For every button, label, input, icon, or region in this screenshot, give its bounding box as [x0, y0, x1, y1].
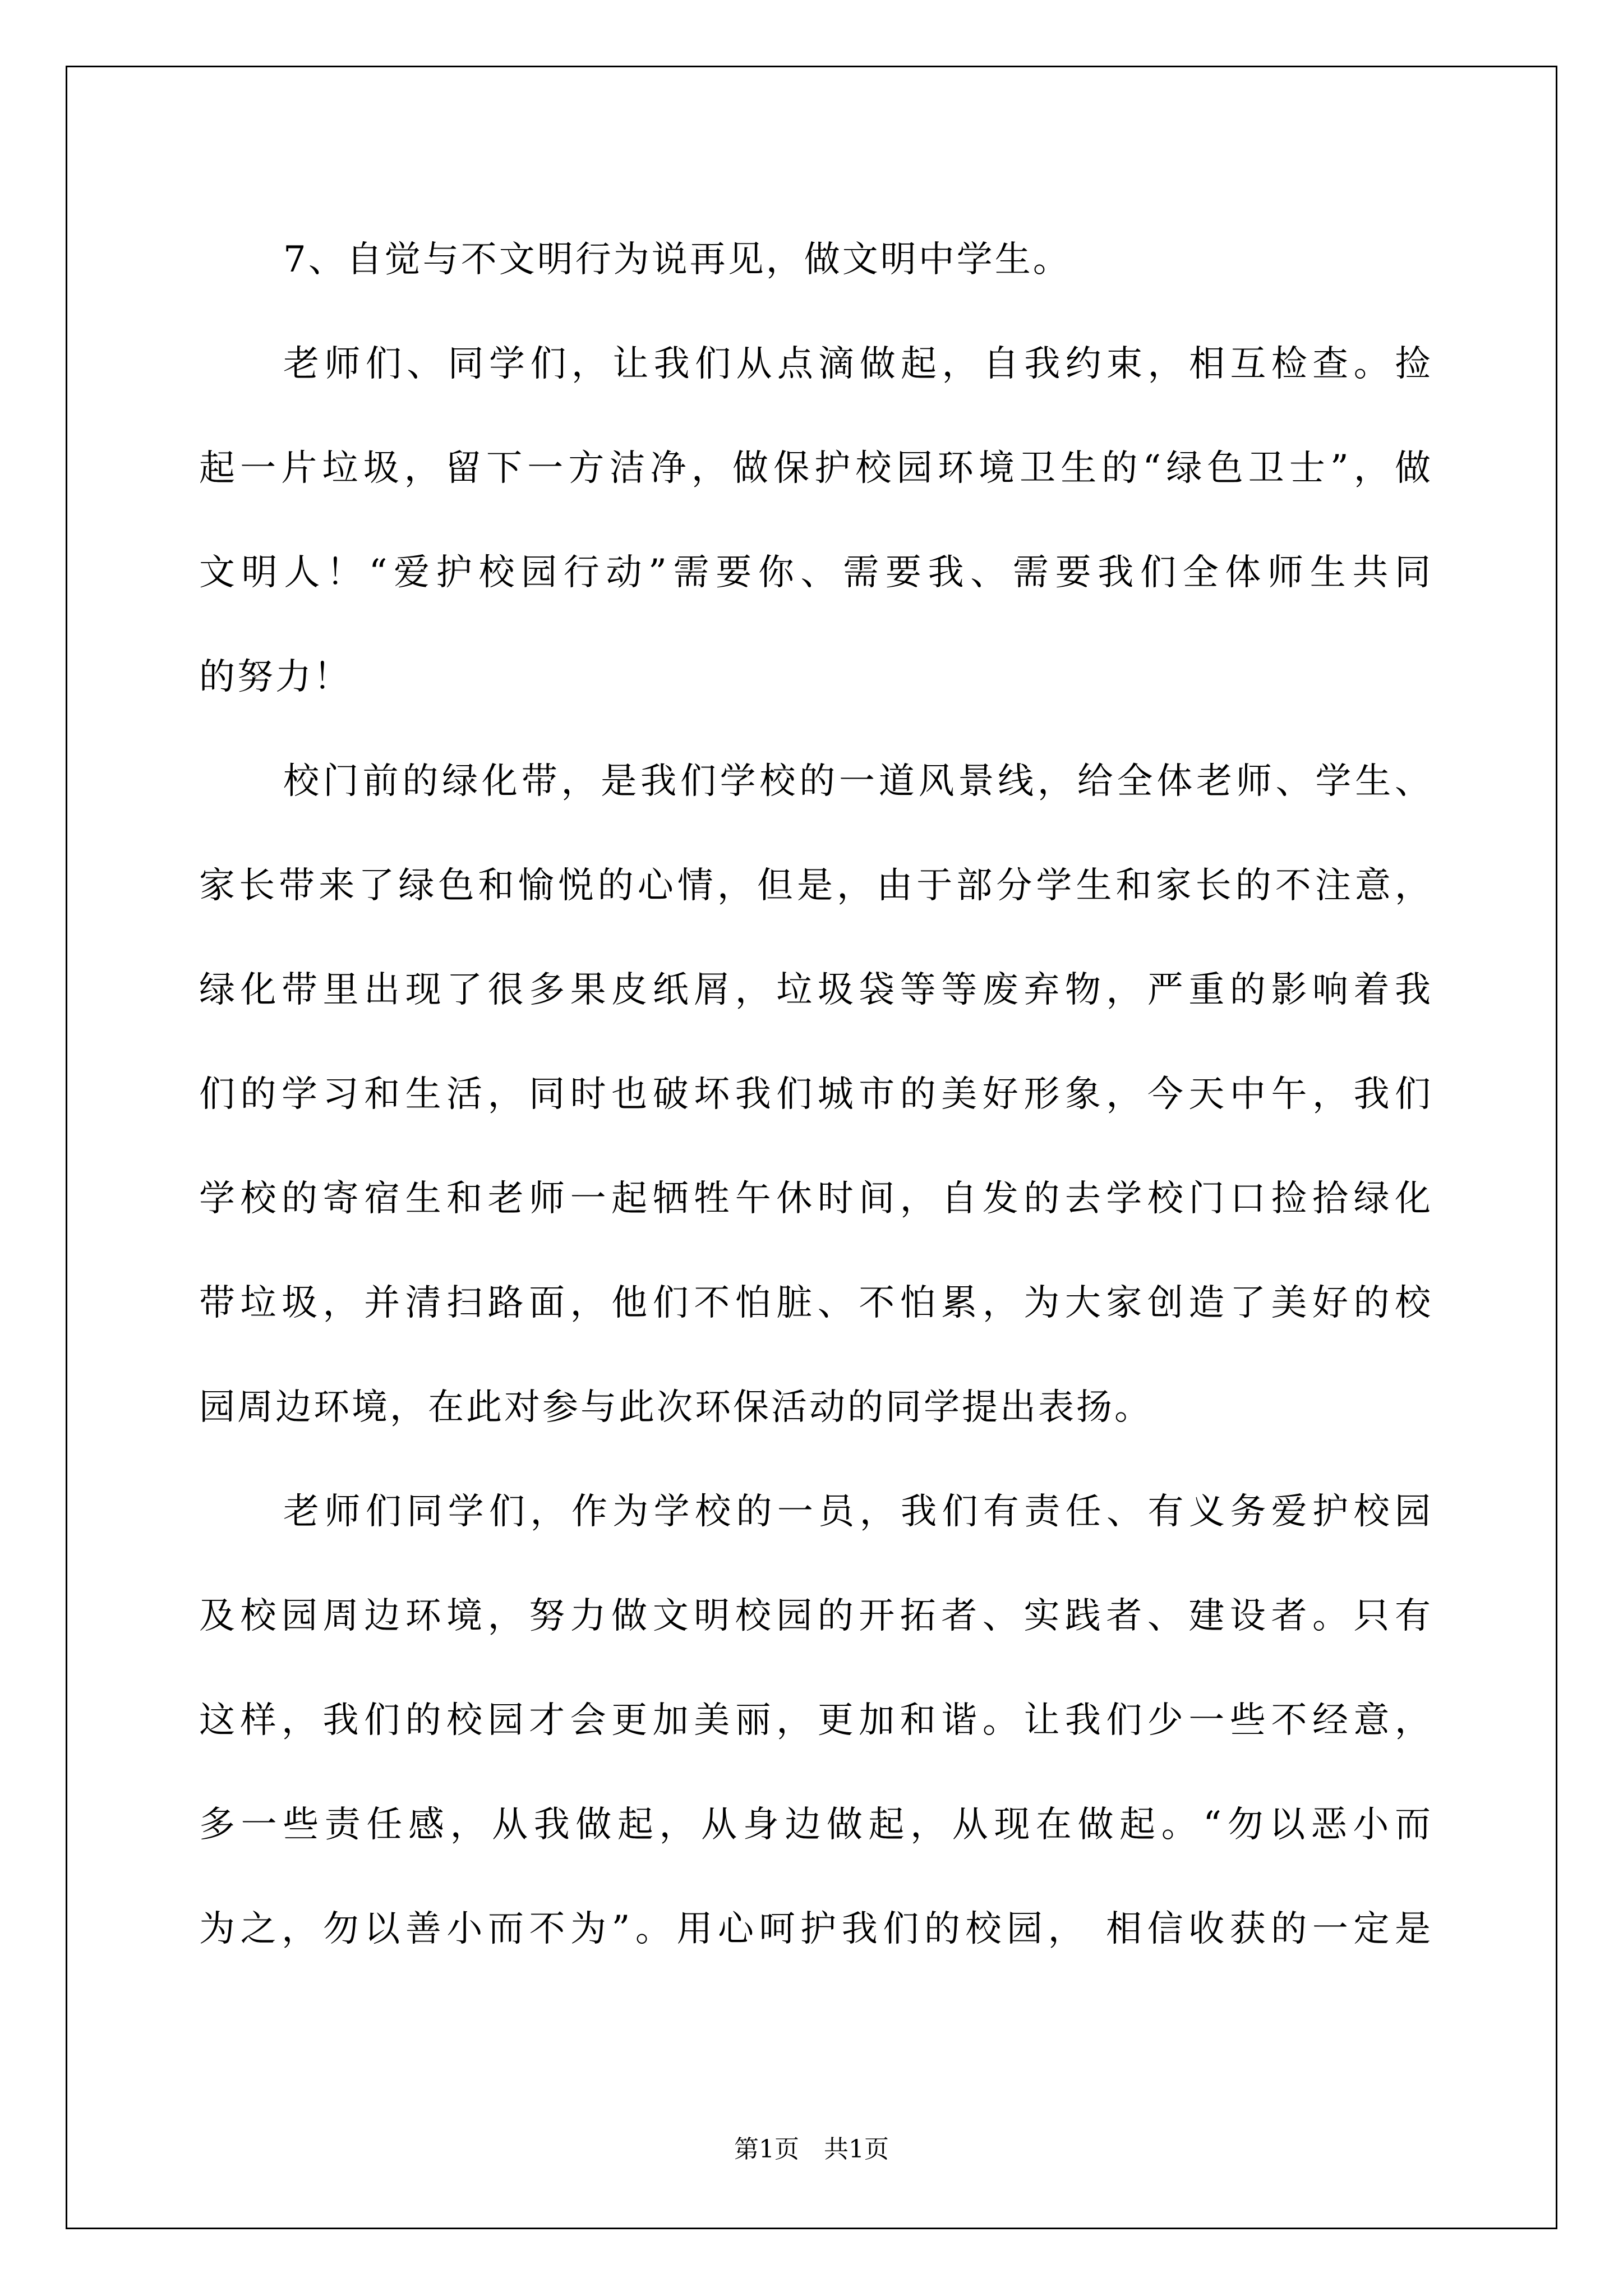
- text-line: 这样，我们的校园才会更加美丽，更加和谐。让我们少一些不经意，: [199, 1700, 1433, 1741]
- text-line: 园周边环境，在此对参与此次环保活动的同学提出表扬。: [199, 1387, 1152, 1428]
- text-line: 校门前的绿化带，是我们学校的一道风景线，给全体老师、学生、: [283, 761, 1433, 802]
- text-line: 家长带来了绿色和愉悦的心情，但是，由于部分学生和家长的不注意，: [199, 865, 1433, 907]
- paragraph-2: [199, 312, 1433, 729]
- document-body: [199, 208, 1433, 1981]
- text-line: 的努力！: [199, 656, 352, 698]
- text-line: 学校的寄宿生和老师一起牺牲午休时间，自发的去学校门口捡拾绿化: [199, 1178, 1433, 1220]
- text-line: 老师们、同学们，让我们从点滴做起，自我约束，相互检查。捡: [283, 343, 1433, 385]
- text-line: 绿化带里出现了很多果皮纸屑，垃圾袋等等废弃物，严重的影响着我: [199, 969, 1433, 1011]
- text-line: 为之，勿以善小而不为”。用心呵护我们的校园， 相信收获的一定是: [199, 1908, 1433, 1950]
- text-line: 7、自觉与不文明行为说再见，做文明中学生。: [283, 239, 1071, 280]
- text-line: 们的学习和生活，同时也破坏我们城市的美好形象，今天中午，我们: [199, 1074, 1433, 1115]
- page-footer: 第1页 共1页: [734, 2135, 889, 2164]
- text-line: 老师们同学们，作为学校的一员，我们有责任、有义务爱护校园: [283, 1491, 1433, 1533]
- text-line: 文明人！“爱护校园行动”需要你、需要我、需要我们全体师生共同: [199, 552, 1433, 593]
- paragraph-3: [199, 729, 1433, 1460]
- text-line: 及校园周边环境，努力做文明校园的开拓者、实践者、建设者。只有: [199, 1595, 1433, 1637]
- text-line: 起一片垃圾，留下一方洁净，做保护校园环境卫生的“绿色卫士”，做: [199, 448, 1433, 489]
- paragraph-1: [199, 208, 1433, 312]
- text-line: 多一些责任感，从我做起，从身边做起，从现在做起。“勿以恶小而: [199, 1804, 1433, 1846]
- paragraph-4: [199, 1460, 1433, 1981]
- text-line: 带垃圾，并清扫路面，他们不怕脏、不怕累，为大家创造了美好的校: [199, 1282, 1433, 1324]
